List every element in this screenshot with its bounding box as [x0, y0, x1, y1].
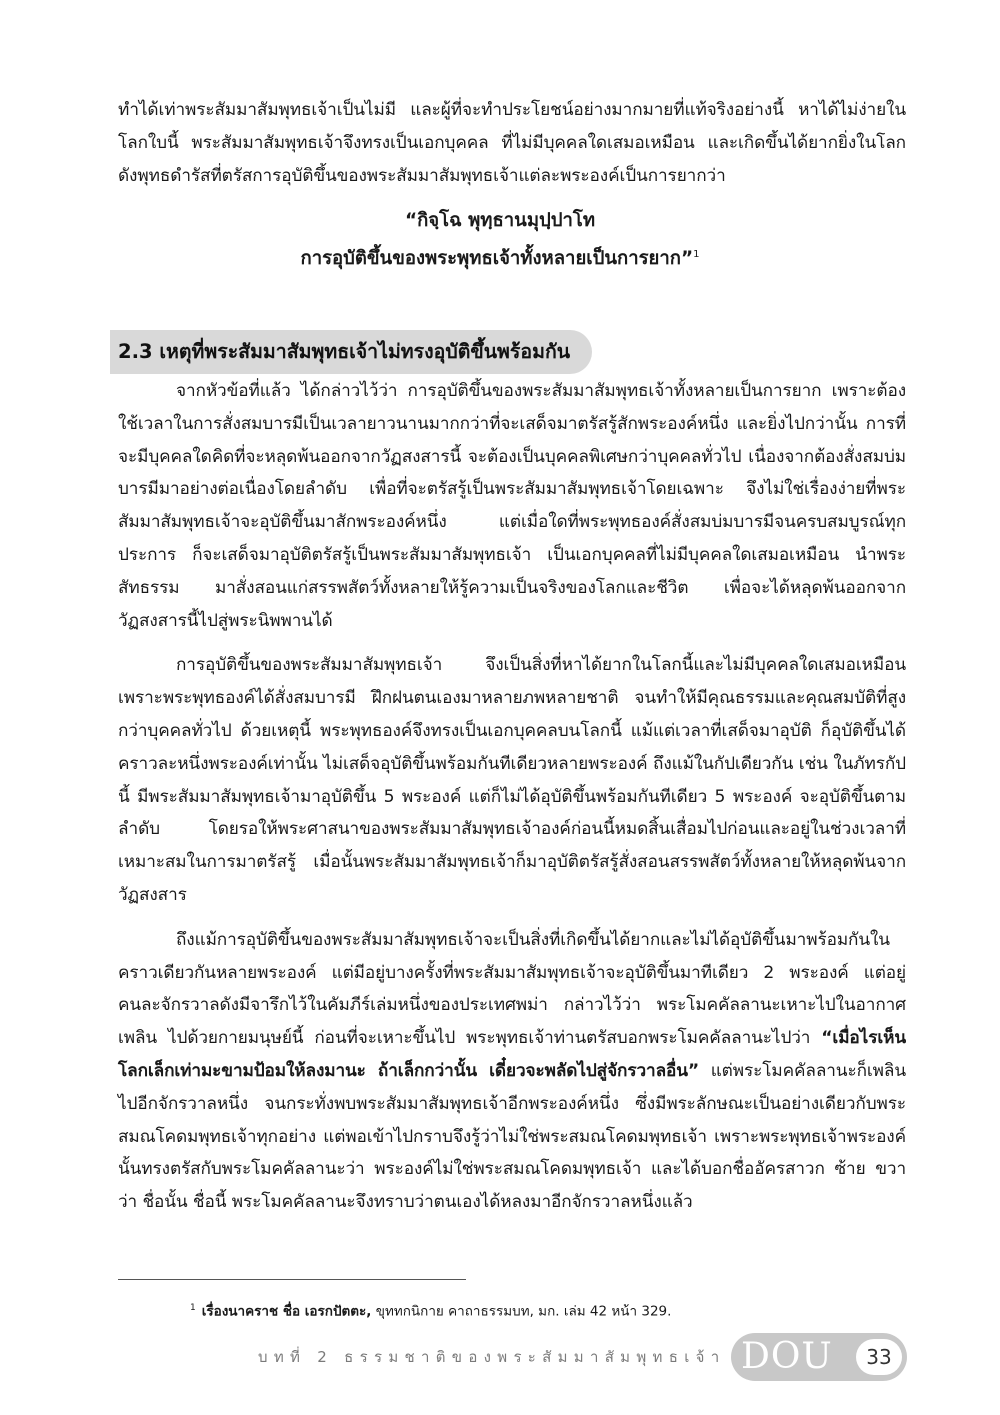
section-heading: 2.3 เหตุที่พระสัมมาสัมพุทธเจ้าไม่ทรงอุบัติขึ้นพร้อมกัน	[110, 330, 592, 374]
paragraph-3-text-b: แต่พระโมคคัลลานะก็เพลินไปอีกจักรวาลหนึ่ง จนกระทั่งพบพระสัมมาสัมพุทธเจ้าอีกพระองค์หนึ่ง ซึ่งมีพระลักษณะเป็นอย่างเดียวกับพระสมณโคดมพุทธเจ้าทุกอย่าง แต่พอเข้าไปกราบจึงรู้ว่าไม่ใช่พระสมณโคดมพุทธเจ้า เพราะพระพุทธเจ้าพระองค์นั้นทรงตรัสกับพระโมคคัลลานะว่า พระองค์ไม่ใช่พระสมณโคดมพุทธเจ้า และได้บอกชื่ออัครสาวก ซ้าย ขวา ว่า ชื่อนั้น ชื่อนี้ พระโมคคัลลานะจึงทราบว่าตนเองได้หลงมาอีกจักรวาลหนึ่งแล้ว	[118, 1060, 906, 1213]
pali-quote-text: “กิจฺโฉ พุทฺธานมุปฺปาโท	[404, 210, 596, 231]
body-paragraph-3	[118, 924, 906, 1219]
body-block	[118, 375, 906, 1219]
footnote-number: 1	[190, 1303, 196, 1313]
footnote-divider	[118, 1279, 466, 1280]
footer-chapter-title: บทที่ 2 ธรรมชาติของพระสัมมาสัมพุทธเจ้า	[258, 1348, 726, 1366]
dou-logo: DOU	[741, 1336, 833, 1377]
footer-badge	[731, 1333, 907, 1381]
intro-paragraph: ทำได้เท่าพระสัมมาสัมพุทธเจ้าเป็นไม่มี และผู้ที่จะทำประโยชน์อย่างมากมายที่แท้จริงอย่างนี้ หาได้ไม่ง่ายในโลกใบนี้ พระสัมมาสัมพุทธเจ้าจึงทรงเป็นเอกบุคคล ที่ไม่มีบุคคลใดเสมอเหมือน และเกิดขึ้นได้ยากยิ่งในโลก ดังพุทธดำรัสที่ตรัสการอุบัติขึ้นของพระสัมมาสัมพุทธเจ้าแต่ละพระองค์เป็นการยากว่า	[118, 100, 906, 186]
footnote-citation: ขุททกนิกาย คาถาธรรมบท, มก. เล่ม 42 หน้า 329.	[371, 1303, 672, 1320]
quote-translation	[0, 242, 1000, 276]
pali-quote	[0, 204, 1000, 238]
body-paragraph-1: จากหัวข้อที่แล้ว ได้กล่าวไว้ว่า การอุบัติขึ้นของพระสัมมาสัมพุทธเจ้าทั้งหลายเป็นการยาก เพราะต้องใช้เวลาในการสั่งสมบารมีเป็นเวลายาวนานมากกว่าที่จะเสด็จมาตรัสรู้สักพระองค์หนึ่ง และยิ่งไปกว่านั้น การที่จะมีบุคคลใดคิดที่จะหลุดพ้นออกจากวัฏสงสารนี้ จะต้องเป็นบุคคลพิเศษกว่าบุคคลทั่วไป เนื่องจากต้องสั่งสมบ่มบารมีมาอย่างต่อเนื่องโดยลำดับ เพื่อที่จะตรัสรู้เป็นพระสัมมาสัมพุทธเจ้าโดยเฉพาะ จึงไม่ใช่เรื่องง่ายที่พระสัมมาสัมพุทธเจ้าจะอุบัติขึ้นมาสักพระองค์หนึ่ง แต่เมื่อใดที่พระพุทธองค์สั่งสมบ่มบารมีจนครบสมบูรณ์ทุกประการ ก็จะเสด็จมาอุบัติตรัสรู้เป็นพระสัมมาสัมพุทธเจ้า เป็นเอกบุคคลที่ไม่มีบุคคลใดเสมอเหมือน นำพระสัทธรรม มาสั่งสอนแก่สรรพสัตว์ทั้งหลายให้รู้ความเป็นจริงของโลกและชีวิต เพื่อจะได้หลุดพ้นออกจากวัฏสงสารนี้ไปสู่พระนิพพานได้	[118, 381, 906, 631]
paragraph-3-text-a: ถึงแม้การอุบัติขึ้นของพระสัมมาสัมพุทธเจ้าจะเป็นสิ่งที่เกิดขึ้นได้ยากและไม่ได้อุบัติขึ้นมาพร้อมกันในคราวเดียวกันหลายพระองค์ แต่มีอยู่บางครั้งที่พระสัมมาสัมพุทธเจ้าจะอุบัติขึ้นมาทีเดียว 2 พระองค์ แต่อยู่คนละจักรวาลดังมีจารึกไว้ในคัมภีร์เล่มหนึ่งของประเทศพม่า กล่าวไว้ว่า พระโมคคัลลานะเหาะไปในอากาศเพลิน ไปด้วยกายมนุษย์นี้ ก่อนที่จะเหาะขึ้นไป พระพุทธเจ้าท่านตรัสบอกพระโมคคัลลานะไปว่า	[118, 929, 906, 1049]
quote-translation-text: การอุบัติขึ้นของพระพุทธเจ้าทั้งหลายเป็นการยาก”	[300, 248, 694, 269]
page-number: 33	[856, 1339, 902, 1375]
intro-block	[118, 94, 906, 192]
paragraph-3-bold-quote: “เมื่อไรเห็นโลกเล็กเท่ามะขามป้อมให้ลงมานะ ถ้าเล็กกว่านั้น เดี๋ยวจะพลัดไปสู่จักรวาลอื่น”	[118, 1028, 906, 1081]
body-paragraph-2: การอุบัติขึ้นของพระสัมมาสัมพุทธเจ้า จึงเป็นสิ่งที่หาได้ยากในโลกนี้และไม่มีบุคคลใดเสมอเหมือน เพราะพระพุทธองค์ได้สั่งสมบารมี ฝึกฝนตนเองมาหลายภพหลายชาติ จนทำให้มีคุณธรรมและคุณสมบัติที่สูงกว่าบุคคลทั่วไป ด้วยเหตุนี้ พระพุทธองค์จึงทรงเป็นเอกบุคคลบนโลกนี้ แม้แต่เวลาที่เสด็จมาอุบัติ ก็อุบัติขึ้นได้คราวละหนึ่งพระองค์เท่านั้น ไม่เสด็จอุบัติขึ้นพร้อมกันทีเดียวหลายพระองค์ ถึงแม้ในกัปเดียวกัน เช่น ในภัทรกัปนี้ มีพระสัมมาสัมพุทธเจ้ามาอุบัติขึ้น 5 พระองค์ แต่ก็ไม่ได้อุบัติขึ้นพร้อมกันทีเดียว 5 พระองค์ จะอุบัติขึ้นตามลำดับ โดยรอให้พระศาสนาของพระสัมมาสัมพุทธเจ้าองค์ก่อนนี้หมดสิ้นเสื่อมไปก่อนและอยู่ในช่วงเวลาที่เหมาะสมในการมาตรัสรู้ เมื่อนั้นพระสัมมาสัมพุทธเจ้าก็มาอุบัติตรัสรู้สั่งสอนสรรพสัตว์ทั้งหลายให้หลุดพ้นจากวัฏสงสาร	[118, 655, 906, 905]
footnote	[190, 1298, 671, 1322]
footnote-title: เรื่องนาคราช ชื่อ เอรกปัตตะ,	[201, 1303, 372, 1320]
footnote-reference[interactable]: 1	[693, 248, 700, 260]
